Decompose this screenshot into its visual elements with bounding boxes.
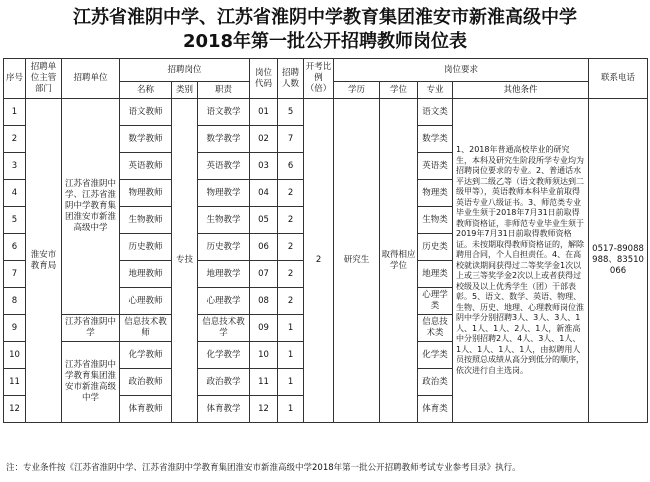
cell-code: 07 (250, 261, 278, 288)
cell-major: 信息技术类 (418, 315, 453, 342)
page-title-line2: 2018年第一批公开招聘教师岗位表 (182, 31, 468, 52)
cell-post-name: 政治教师 (120, 369, 172, 396)
cell-count: 1 (278, 342, 304, 369)
cell-seq: 2 (4, 126, 26, 153)
header-edu: 学历 (334, 82, 380, 99)
cell-seq: 9 (4, 315, 26, 342)
cell-post-name: 历史教师 (120, 234, 172, 261)
header-seq: 序号 (4, 59, 26, 99)
page-title-line1: 江苏省淮阴中学、江苏省淮阴中学教育集团淮安市新淮高级中学 (73, 7, 577, 28)
cell-post-title: 体育教学 (198, 396, 250, 423)
cell-count: 1 (278, 396, 304, 423)
cell-seq: 12 (4, 396, 26, 423)
cell-major: 英语类 (418, 153, 453, 180)
cell-count: 6 (278, 153, 304, 180)
cell-code: 09 (250, 315, 278, 342)
cell-seq: 11 (4, 369, 26, 396)
cell-edu: 研究生 (334, 99, 380, 423)
cell-seq: 8 (4, 288, 26, 315)
cell-post-title: 语文教学 (198, 99, 250, 126)
cell-post-title: 生物教学 (198, 207, 250, 234)
recruitment-table (3, 58, 648, 423)
cell-post-name: 地理教师 (120, 261, 172, 288)
cell-count: 2 (278, 234, 304, 261)
cell-count: 1 (278, 315, 304, 342)
cell-major: 体育类 (418, 396, 453, 423)
cell-code: 11 (250, 369, 278, 396)
cell-post-title: 数学教学 (198, 126, 250, 153)
cell-phone: 0517-89088988、83510066 (589, 99, 648, 423)
cell-post-name: 体育教师 (120, 396, 172, 423)
header-post-name: 名称 (120, 82, 172, 99)
cell-count: 2 (278, 180, 304, 207)
cell-code: 03 (250, 153, 278, 180)
header-post-group: 招聘岗位 (120, 59, 250, 82)
cell-major: 历史类 (418, 234, 453, 261)
cell-code: 12 (250, 396, 278, 423)
header-req-group: 岗位要求 (334, 59, 589, 82)
header-dept: 招聘单位主管部门 (26, 59, 62, 99)
header-count: 招聘人数 (278, 59, 304, 99)
header-phone: 联系电话 (589, 59, 648, 99)
cell-post-title: 信息技术教学 (198, 315, 250, 342)
header-code: 岗位代码 (250, 59, 278, 99)
cell-post-title: 政治教学 (198, 369, 250, 396)
cell-code: 04 (250, 180, 278, 207)
cell-seq: 1 (4, 99, 26, 126)
table-row (4, 99, 648, 126)
cell-major: 语文类 (418, 99, 453, 126)
header-degree: 学位 (380, 82, 418, 99)
cell-post-title: 物理教学 (198, 180, 250, 207)
cell-post-title: 地理教学 (198, 261, 250, 288)
cell-major: 心理学类 (418, 288, 453, 315)
cell-code: 05 (250, 207, 278, 234)
cell-count: 5 (278, 99, 304, 126)
cell-post-title: 心理教学 (198, 288, 250, 315)
cell-count: 2 (278, 207, 304, 234)
cell-count: 7 (278, 126, 304, 153)
header-post-type: 类别 (172, 82, 198, 99)
cell-post-title: 历史教学 (198, 234, 250, 261)
cell-seq: 6 (4, 234, 26, 261)
cell-count: 1 (278, 369, 304, 396)
cell-dept: 淮安市教育局 (26, 99, 62, 423)
header-post-title: 职责 (198, 82, 250, 99)
cell-code: 01 (250, 99, 278, 126)
cell-major: 数学类 (418, 126, 453, 153)
cell-major: 政治类 (418, 369, 453, 396)
cell-post-name: 数学教师 (120, 126, 172, 153)
cell-count: 2 (278, 288, 304, 315)
cell-ratio: 2 (304, 99, 334, 423)
cell-post-name: 心理教师 (120, 288, 172, 315)
cell-post-name: 信息技术教师 (120, 315, 172, 342)
cell-seq: 4 (4, 180, 26, 207)
cell-post-name: 化学教师 (120, 342, 172, 369)
cell-post-type: 专技 (172, 99, 198, 423)
cell-seq: 3 (4, 153, 26, 180)
cell-major: 物理类 (418, 180, 453, 207)
cell-major: 生物类 (418, 207, 453, 234)
header-other: 其他条件 (453, 82, 589, 99)
cell-count: 2 (278, 261, 304, 288)
cell-other-conditions: 1、2018年普通高校毕业的研究生，本科及研究生阶段所学专业均为招聘岗位要求的专业。2、普通话水平达到二级乙等（语文教师须达到二级甲等），英语教师本科毕业前取得英语专业八级证书。3、师范类专业毕业生须于2018年7月31日前取得教师资格证，非师范专业毕业生须于2019年7月31日前取得教师资格证。未按期取得教师资格证的，解除聘用合同，个人自担责任。4、在高校就读期间获得过二等奖学金1次以上或三等奖学金2次以上或者获得过校级及以上优秀学生（团）干部表彰。5、语文、数学、英语、物理、生物、历史、地理、心理教师岗位淮阴中学分别招聘3人、3人、3人、1人、1人、1人、2人、1人，新淮高中分别招聘2人、4人、3人、1人、1人、1人、1人、1人，由拟聘用人员按照总成绩从高分到低分的顺序，依次进行自主选岗。 (453, 99, 589, 423)
cell-code: 06 (250, 234, 278, 261)
footnote: 注：专业条件按《江苏省淮阴中学、江苏省淮阴中学教育集团淮安市新淮高级中学2018年第一批公开招聘教师考试专业参考目录》执行。 (6, 463, 521, 473)
header-ratio: 开考比例（倍） (304, 59, 334, 99)
cell-post-name: 生物教师 (120, 207, 172, 234)
cell-major: 地理类 (418, 261, 453, 288)
cell-post-name: 语文教师 (120, 99, 172, 126)
cell-code: 02 (250, 126, 278, 153)
cell-post-title: 英语教学 (198, 153, 250, 180)
cell-unit-group3: 江苏省淮阴中学教育集团淮安市新淮高级中学 (62, 342, 120, 423)
cell-seq: 5 (4, 207, 26, 234)
cell-post-title: 化学教学 (198, 342, 250, 369)
cell-code: 10 (250, 342, 278, 369)
cell-degree: 取得相应学位 (380, 99, 418, 423)
cell-seq: 7 (4, 261, 26, 288)
cell-post-name: 英语教师 (120, 153, 172, 180)
cell-major: 化学类 (418, 342, 453, 369)
cell-post-name: 物理教师 (120, 180, 172, 207)
cell-seq: 10 (4, 342, 26, 369)
header-unit: 招聘单位 (62, 59, 120, 99)
header-major: 专业 (418, 82, 453, 99)
cell-unit-group1: 江苏省淮阴中学、江苏省淮阴中学教育集团淮安市新淮高级中学 (62, 99, 120, 315)
cell-code: 08 (250, 288, 278, 315)
cell-unit-group2: 江苏省淮阴中学 (62, 315, 120, 342)
